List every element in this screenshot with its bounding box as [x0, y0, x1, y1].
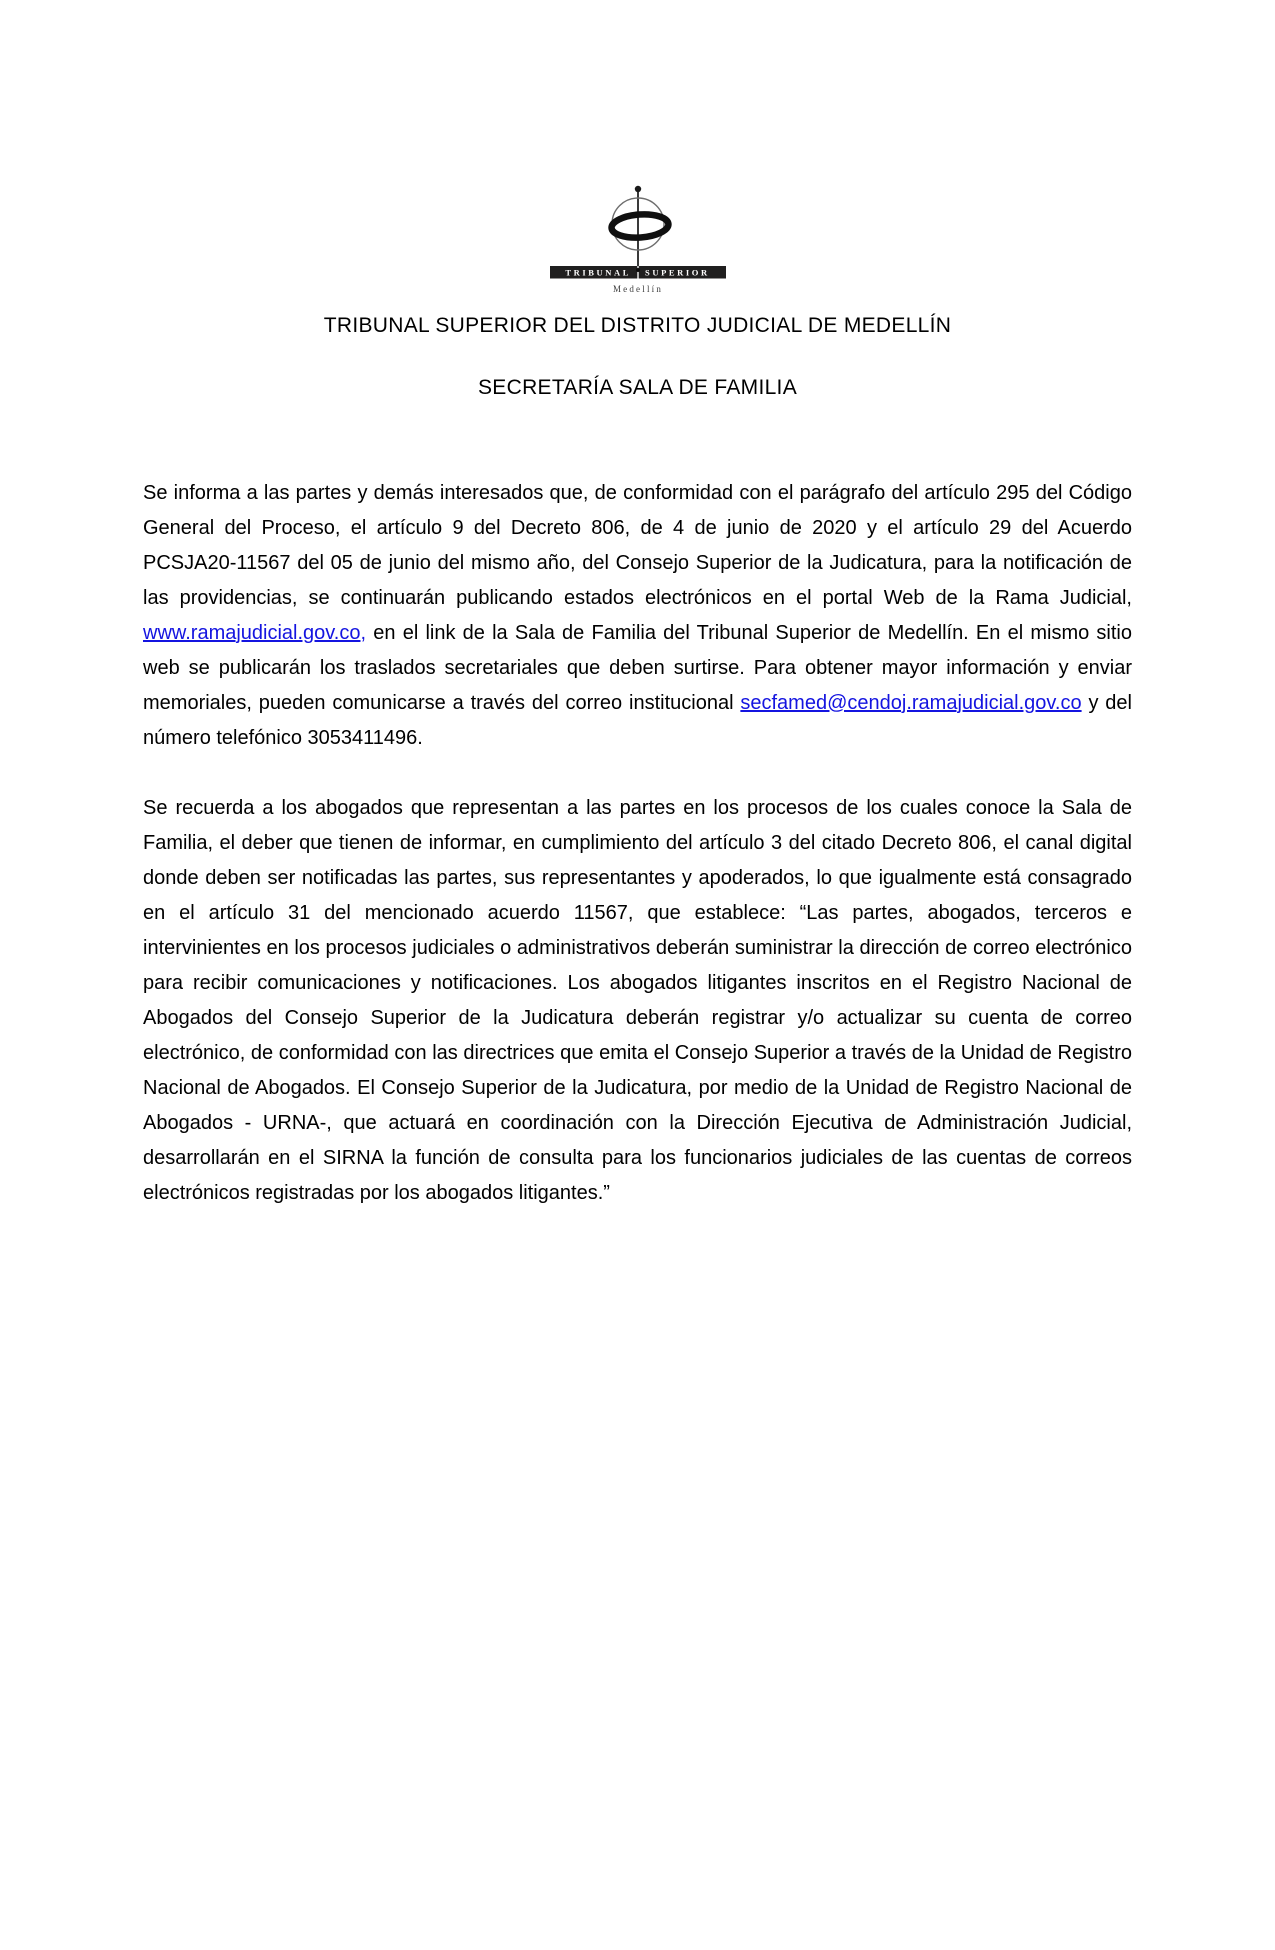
paragraph-1-text-a: Se informa a las partes y demás interesados que, de conformidad con el parágrafo del artículo 295 del Código General del Proceso, el artículo 9 del Decreto 806, de 4 de junio de 2020 y el artículo 29 del Acuerdo PCSJA20-11567 del 05 de junio del mismo año, del Consejo Superior de la Judicatura, para la notificación de las providencias, se continuarán publicando estados electrónicos en el portal Web de la Rama Judicial,	[143, 482, 1132, 609]
document-body	[143, 476, 1132, 1211]
paragraph-lawyers-reminder: Se recuerda a los abogados que representan a las partes en los procesos de los cuales conoce la Sala de Familia, el deber que tienen de informar, en cumplimiento del artículo 3 del citado Decreto 806, el canal digital donde deben ser notificadas las partes, sus representantes y apoderados, lo que igualmente está consagrado en el artículo 31 del mencionado acuerdo 11567, que establece: “Las partes, abogados, terceros e intervinientes en los procesos judiciales o administrativos deberán suministrar la dirección de correo electrónico para recibir comunicaciones y notificaciones. Los abogados litigantes inscritos en el Registro Nacional de Abogados del Consejo Superior de la Judicatura deberán registrar y/o actualizar su cuenta de correo electrónico, de conformidad con las directrices que emita el Consejo Superior a través de la Unidad de Registro Nacional de Abogados. El Consejo Superior de la Judicatura, por medio de la Unidad de Registro Nacional de Abogados - URNA-, que actuará en coordinación con la Dirección Ejecutiva de Administración Judicial, desarrollarán en el SIRNA la función de consulta para los funcionarios judiciales de las cuentas de correos electrónicos registradas por los abogados litigantes.”	[143, 797, 1132, 1204]
logo-city-text: Medellín	[612, 284, 663, 294]
paragraph-1-text-c: y del número telefónico 3053411496.	[143, 692, 1132, 749]
gyroscope-logo-icon	[533, 182, 743, 304]
link-ramajudicial[interactable]: www.ramajudicial.gov.co	[143, 622, 361, 644]
logo-rod-knob	[634, 186, 640, 192]
paragraph-1-text-b: en el link de la Sala de Familia del Tribunal Superior de Medellín. En el mismo sitio web se publicarán los traslados secretariales que deben surtirse. Para obtener mayor información y enviar memoriales, pueden comunicarse a través del correo institucional	[143, 622, 1132, 714]
paragraph-notification	[143, 476, 1132, 756]
document-subtitle: SECRETARÍA SALA DE FAMILIA	[477, 376, 798, 399]
logo-banner-text-right: SUPERIOR	[644, 267, 710, 278]
link-ramajudicial-comma: ,	[360, 622, 367, 644]
logo-ring-icon	[610, 213, 668, 240]
logo-banner-text-left: TRIBUNAL	[564, 267, 631, 278]
link-email-secfamed[interactable]: secfamed@cendoj.ramajudicial.gov.co	[740, 692, 1082, 714]
logo-pivot-dot	[636, 268, 640, 272]
document-title: TRIBUNAL SUPERIOR DEL DISTRITO JUDICIAL DE MEDELLÍN	[323, 314, 952, 337]
document-header	[0, 0, 1275, 400]
tribunal-logo	[0, 0, 1275, 304]
